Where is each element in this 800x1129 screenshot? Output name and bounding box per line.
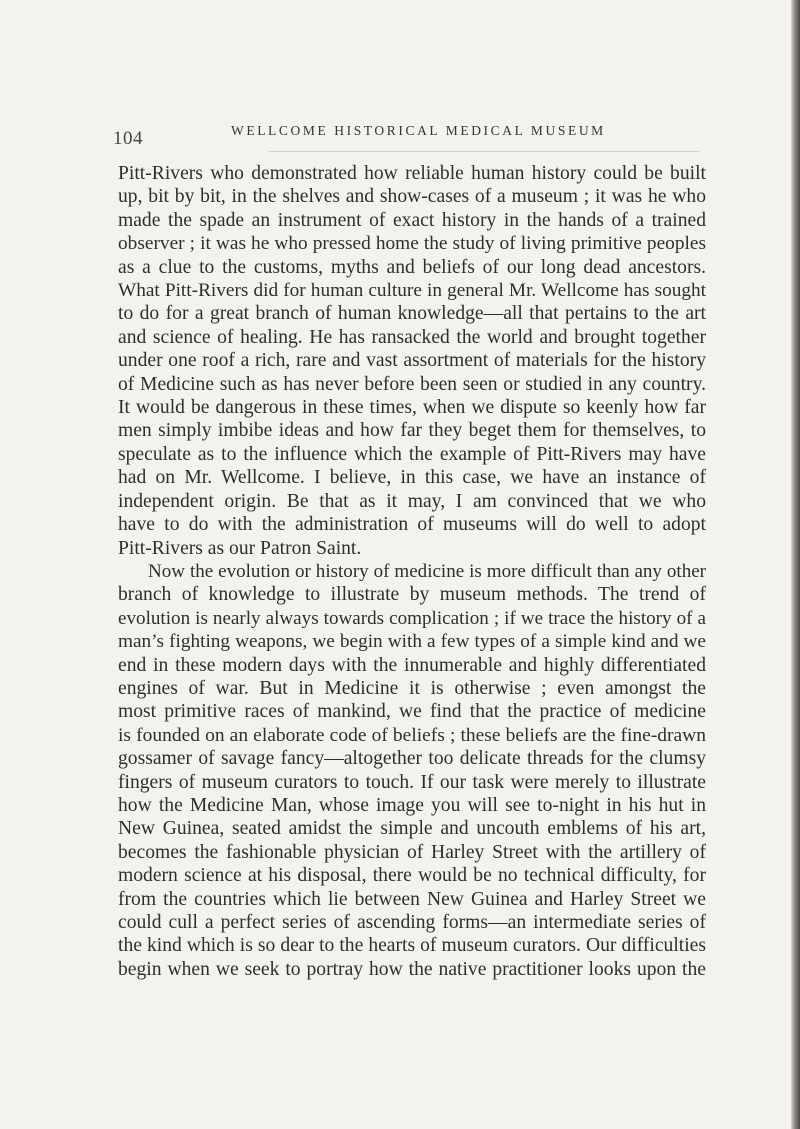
text-line: made the spade an instrument of exact history in the hands of a trained xyxy=(118,209,706,231)
text-line: under one roof a rich, rare and vast assortment of materials for the history xyxy=(118,350,706,372)
text-line: how the Medicine Man, whose image you will see to-night in his hut in xyxy=(118,794,706,816)
running-head: WELLCOME HISTORICAL MEDICAL MUSEUM xyxy=(231,123,606,138)
text-line: speculate as to the influence which the example of Pitt-Rivers may have xyxy=(118,443,706,465)
text-line: What Pitt-Rivers did for human culture in general Mr. Wellcome has sought xyxy=(118,280,706,302)
text-line: could cull a perfect series of ascending forms—an intermediate series of xyxy=(118,912,706,933)
text-line: observer ; it was he who pressed home the study of living primitive peoples xyxy=(118,233,706,255)
text-line: up, bit by bit, in the shelves and show-cases of a museum ; it was he who xyxy=(118,186,706,208)
body-text xyxy=(118,162,706,981)
text-line: It would be dangerous in these times, when we dispute so keenly how far xyxy=(118,397,706,419)
header-rule xyxy=(268,151,700,152)
text-line: Now the evolution or history of medicine is more difficult than any other xyxy=(148,560,706,582)
text-line: Pitt-Rivers who demonstrated how reliable human history could be built xyxy=(118,163,706,184)
text-line: have to do with the administration of museums will do well to adopt xyxy=(118,514,706,536)
text-line: end in these modern days with the innumerable and highly differentiated xyxy=(118,654,706,676)
paragraph-2 xyxy=(118,560,706,981)
text-line: the kind which is so dear to the hearts of museum curators. Our difficulties xyxy=(118,935,706,957)
text-line: evolution is nearly always towards complication ; if we trace the history of a xyxy=(118,607,706,629)
text-line: most primitive races of mankind, we find that the practice of medicine xyxy=(118,701,706,723)
text-line: gossamer of savage fancy—altogether too delicate threads for the clumsy xyxy=(118,748,706,770)
text-line: had on Mr. Wellcome. I believe, in this case, we have an instance of xyxy=(118,467,706,489)
text-line: modern science at his disposal, there would be no technical difficulty, for xyxy=(118,865,706,887)
text-line: independent origin. Be that as it may, I am convinced that we who xyxy=(118,490,706,512)
paragraph-1 xyxy=(118,162,706,560)
text-line: as a clue to the customs, myths and beliefs of our long dead ancestors. xyxy=(118,256,706,278)
text-line: man’s fighting weapons, we begin with a few types of a simple kind and we xyxy=(118,631,706,653)
page-edge-shadow xyxy=(791,0,800,1129)
text-line: branch of knowledge to illustrate by museum methods. The trend of xyxy=(118,584,706,606)
text-line: New Guinea, seated amidst the simple and uncouth emblems of his art, xyxy=(118,818,706,840)
text-line: to do for a great branch of human knowledge—all that pertains to the art xyxy=(118,303,706,325)
text-line: is founded on an elaborate code of beliefs ; these beliefs are the fine-drawn xyxy=(118,724,706,746)
text-line: becomes the fashionable physician of Harley Street with the artillery of xyxy=(118,841,706,863)
text-line: fingers of museum curators to touch. If our task were merely to illustrate xyxy=(118,771,706,793)
text-line: engines of war. But in Medicine it is otherwise ; even amongst the xyxy=(118,677,706,699)
text-line: of Medicine such as has never before been seen or studied in any country. xyxy=(118,373,706,395)
text-line: from the countries which lie between New Guinea and Harley Street we xyxy=(118,888,706,910)
text-line: and science of healing. He has ransacked the world and brought together xyxy=(118,326,706,348)
text-line: begin when we seek to portray how the native practitioner looks upon the xyxy=(118,958,706,980)
text-line: Pitt-Rivers as our Patron Saint. xyxy=(118,537,362,559)
page-number: 104 xyxy=(113,128,143,149)
text-line: men simply imbibe ideas and how far they beget them for themselves, to xyxy=(118,420,706,442)
